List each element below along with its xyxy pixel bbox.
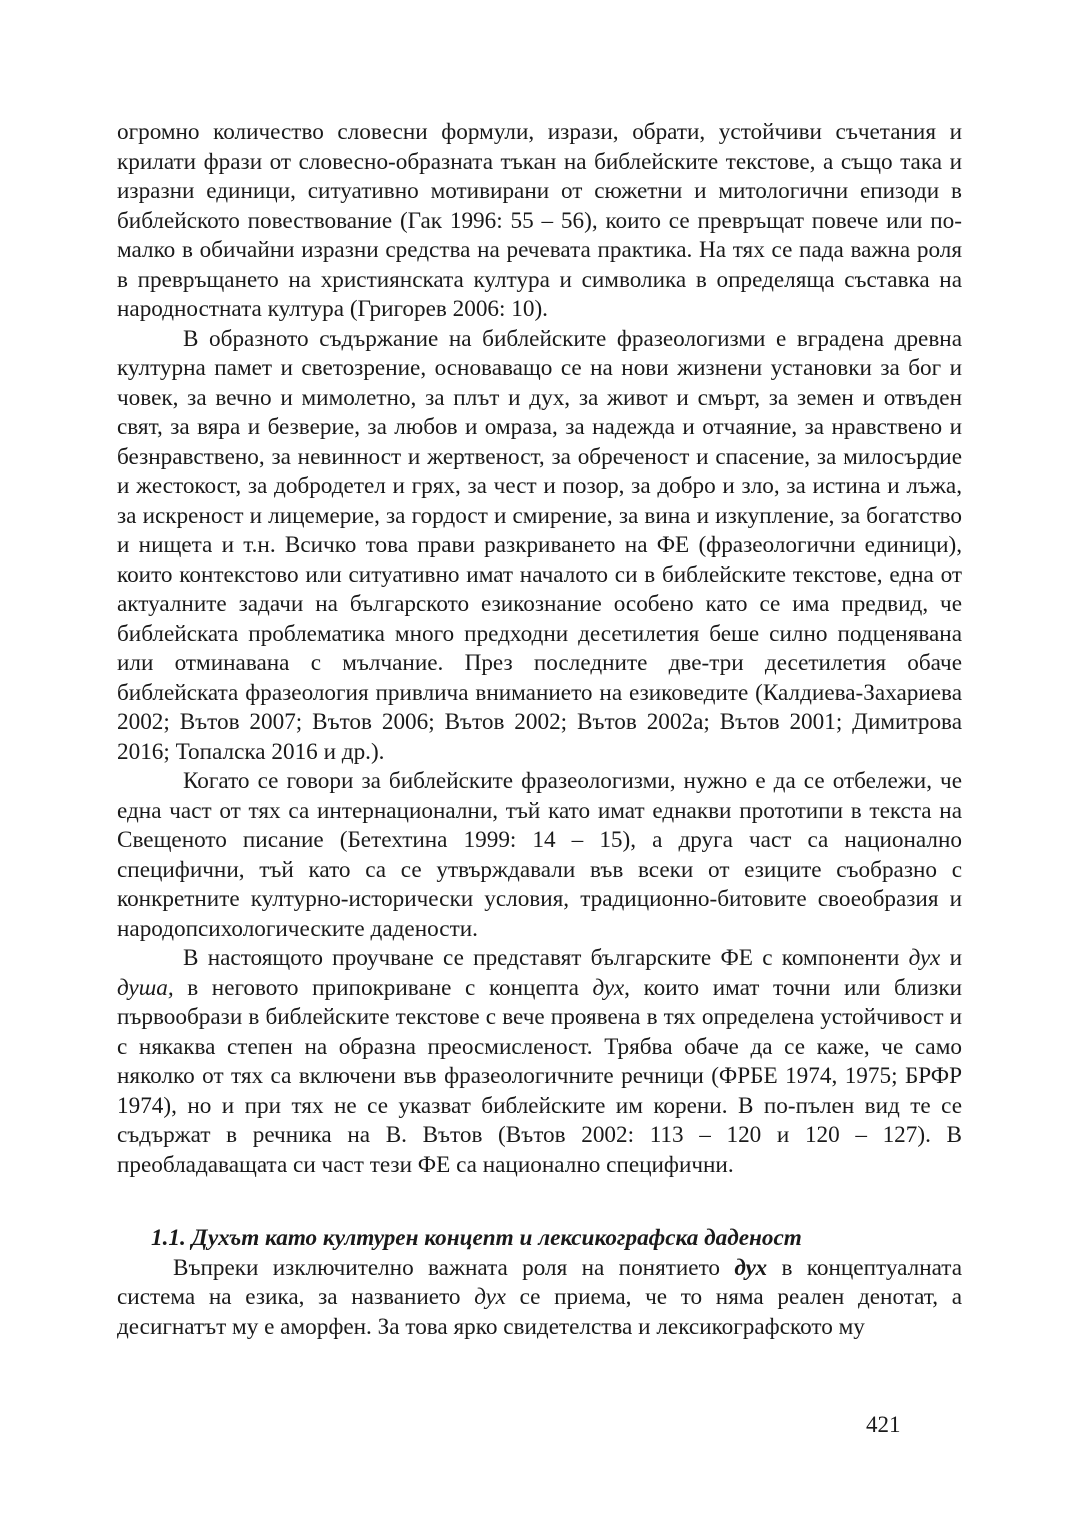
paragraph-2-text: В образното съдържание на библейските фразеологизми е вградена древна културна памет и светозрение, основаващо се на нови жизнени установки за бог и човек, за вечно и мимолетно, за плът и дух, за живот и смърт, за земен и отвъден свят, за вяра и безверие, за любов и омраза, за надежда и отчаяние, за нравствено и безнравствено, за невинност и жертвеност, за обреченост и спасение, за милосърдие и жестокост, за добродетел и грях, за чест и позор, за добро и зло, за истина и лъжа, за искреност и лицемерие, за гордост и смирение, за вина и изкупление, за богатство и нищета и т.н. Всичко това прави разкриването на ФЕ (фразеологични единици), които контекстово или ситуативно имат началото си в библейските текстове, една от актуалните задачи на българското езикознание особено като се има предвид, че библейската проблематика много предходни десетилетия беше силно подценявана или отминавана с мълчание. През последните две-три десетилетия обаче библейската фразеология привлича вниманието на езиковедите (Калдиева-Захариева 2002; Вътов 2007; Вътов 2006; Вътов 2002; Вътов 2002а; Вътов 2001; Димитрова 2016; Топалска 2016 и др.).: [117, 325, 962, 765]
paragraph-1: [117, 118, 962, 325]
paragraph-1-text: огромно количество словесни формули, изрази, обрати, устойчиви съчетания и крилати фрази от словесно-образната тъкан на библейските текстове, а също така и изразни единици, ситуативно мотивирани от сюжетни и митологични епизоди в библейското повествование (Гак 1996: 55 – 56), които се превръщат повече или по-малко в обичайни изразни средства на речевата практика. На тях се пада важна роля в превръщането на християнската култура и символика в определяща съставка на народностната култура (Григорев 2006: 10).: [117, 119, 962, 322]
section-paragraph-run-5: се приема, че то няма реален денотат, а десигнатът му е аморфен. За това ярко свидетелства и лексикографското му: [117, 1284, 962, 1340]
section-paragraph-run-3: в концептуалната система на езика, за названието: [117, 1254, 962, 1310]
section-paragraph-run-1: Въпреки изключително важната роля на понятието: [173, 1254, 735, 1281]
paragraph-2: [117, 325, 962, 768]
section-title: 1.1. Духът като културен концепт и лексикографска даденост: [151, 1225, 802, 1251]
paragraph-4: [117, 944, 962, 1180]
paragraph-4-run-7: , които имат точни или близки първообрази в библейските текстове с вече проявена в тях определена устойчивост и с някаква степен на образна преосмисленост. Трябва обаче да се каже, че само няколко от тях са включени във фразеологичните речници (ФРБЕ 1974, 1975; БРФР 1974), но и при тях не се указват библейските им корени. В по-пълен вид те се съдържат в речника на В. Вътов (Вътов 2002: 113 – 120 и 120 – 127). В преобладаващата си част тези ФЕ са национално специфични.: [117, 974, 962, 1178]
paragraph-4-run-3: и: [940, 945, 962, 971]
paragraph-3-text: Когато се говори за библейските фразеологизми, нужно е да се отбележи, че една част от тях са интернационални, тъй като имат еднакви прототипи в текста на Свещеното писание (Бетехтина 1999: 14 – 15), а друга част са национално специфични, тъй като са се утвърждавали във всеки от езиците съобразно с конкретните културно-исторически условия, традиционно-битовите своеобразия и народопсихологическите дадености.: [117, 768, 962, 942]
paragraph-3: [117, 767, 962, 944]
page-body: [117, 118, 962, 1342]
paragraph-4-run-5: в неговото припокриване с концепта: [173, 974, 593, 1001]
section-paragraph: [117, 1254, 962, 1343]
section-paragraph-term-dukh-2: дух: [474, 1284, 506, 1310]
paragraph-4-run-1: В настоящото проучване се представят българските ФЕ с компоненти: [183, 945, 909, 971]
paragraph-4-term-dusha: душа,: [117, 974, 174, 1001]
section-paragraph-term-dukh: дух: [734, 1254, 768, 1281]
page-number: 421: [866, 1412, 901, 1437]
paragraph-4-term-dukh: дух: [908, 945, 941, 971]
paragraph-4-term-dukh-2: дух: [592, 974, 625, 1001]
